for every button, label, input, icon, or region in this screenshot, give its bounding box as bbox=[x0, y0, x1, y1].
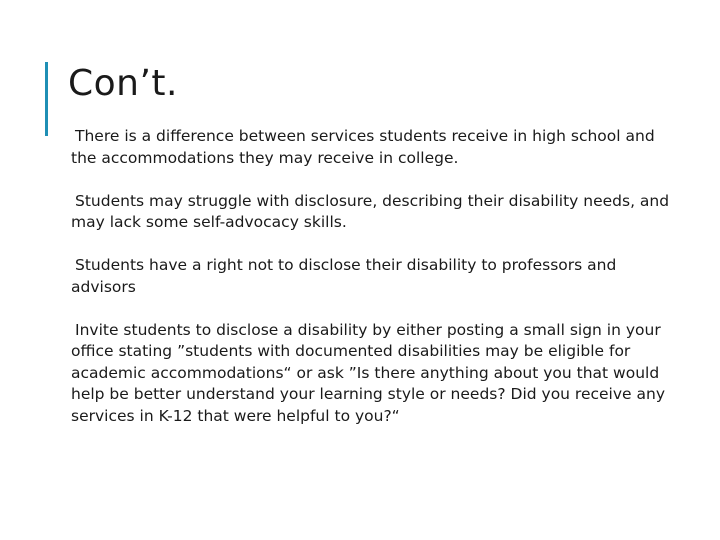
slide-body bbox=[71, 126, 671, 449]
paragraph-invite-disclosure: Invite students to disclose a disability by either posting a small sign in your office stating ”students with documented disabilities may be eligible for academic accommodations“ or ask ”Is there anything about you that would help be better understand your learning style or needs? Did you receive any services in K-12 that were helpful to you?“ bbox=[71, 320, 665, 425]
paragraph-right-not-to-disclose: Students have a right not to disclose their disability to professors and advisors bbox=[71, 256, 617, 296]
title-accent-bar bbox=[45, 62, 48, 136]
paragraph-services-difference: There is a difference between services students receive in high school and the accommodations they may receive in college. bbox=[71, 127, 655, 167]
slide-title: Con’t. bbox=[68, 63, 178, 104]
paragraph-disclosure-struggle: Students may struggle with disclosure, describing their disability needs, and may lack some self-advocacy skills. bbox=[71, 191, 670, 231]
